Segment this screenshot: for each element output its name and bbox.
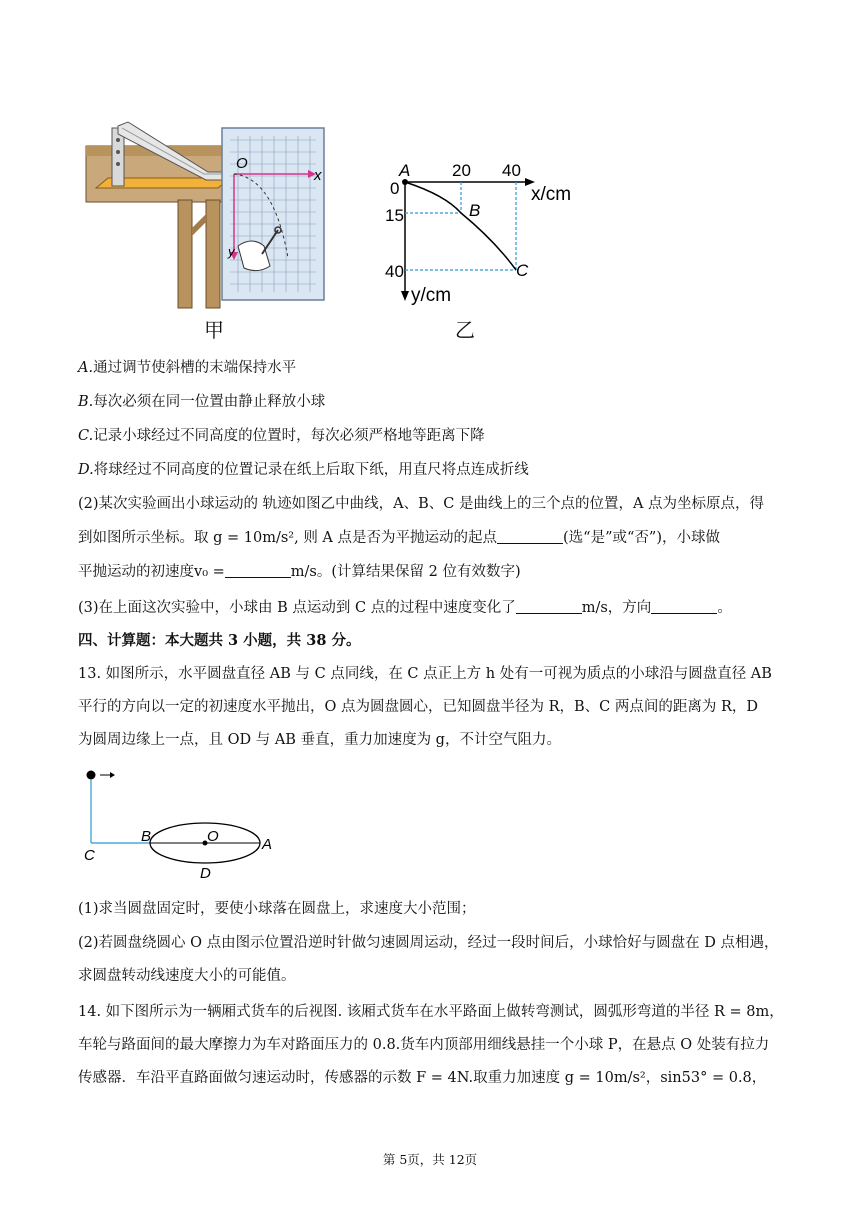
fig13-b-label: B xyxy=(141,828,152,845)
p14-line2: 车轮与路面间的最大摩擦力为车对路面压力的 0.8.货车内顶部用细线悬挂一个小球 P，在悬点 O 处装有拉力 xyxy=(78,1037,770,1053)
figure-13 xyxy=(78,764,288,882)
jia-y-label: y xyxy=(228,244,235,259)
answer-blank xyxy=(225,563,291,578)
p13-sub2-line1: (2)若圆盘绕圆心 O 点由图示位置沿逆时针做匀速圆周运动，经过一段时间后，小球恰好与圆盘在 D 点相遇， xyxy=(78,935,779,951)
fig13-c-label: C xyxy=(84,847,95,864)
x-tick-20: 20 xyxy=(452,161,471,180)
p13-line1: 13. 如图所示，水平圆盘直径 AB 与 C 点同线，在 C 点正上方 h 处有一可视为质点的小球沿与圆盘直径 AB xyxy=(78,666,772,682)
fig13-o-label: O xyxy=(207,828,219,845)
y-tick-15: 15 xyxy=(385,206,404,225)
p13-line2: 平行的方向以一定的初速度水平抛出，O 点为圆盘圆心，已知圆盘半径为 R，B、C 两点间的距离为 R，D xyxy=(78,699,759,715)
option-c: C.记录小球经过不同高度的位置时，每次必须严格地等距离下降 xyxy=(78,428,485,444)
grid-board xyxy=(222,128,324,300)
p13-sub2-line2: 求圆盘转动线速度大小的可能值。 xyxy=(78,968,296,984)
answer-blank xyxy=(516,599,582,614)
p13-sub1: (1)求当圆盘固定时，要使小球落在圆盘上，求速度大小范围； xyxy=(78,901,476,917)
y-tick-0: 0 xyxy=(390,179,400,198)
figure-yi-caption: 乙 xyxy=(455,318,475,342)
point-b-label: B xyxy=(469,201,481,220)
fig13-d-label: D xyxy=(200,865,211,882)
y-axis-label: y/cm xyxy=(411,285,452,306)
figure-yi xyxy=(385,155,600,310)
x-axis-label: x/cm xyxy=(531,184,572,205)
q2-line2: 到如图所示坐标。取 g = 10m/s², 则 A 点是否为平抛运动的起点 (选“是”或“否”)，小球做 xyxy=(78,530,720,546)
point-a-label: A xyxy=(399,161,411,180)
y-tick-40: 40 xyxy=(385,262,404,281)
option-d: D.将球经过不同高度的位置记录在纸上后取下纸，用直尺将点连成折线 xyxy=(78,462,529,478)
answer-blank xyxy=(497,529,563,544)
ball-dot xyxy=(87,771,96,780)
q2-line3: 平抛运动的初速度v₀ = m/s。(计算结果保留 2 位有效数字) xyxy=(78,564,521,580)
p14-line3: 传感器．车沿平直路面做匀速运动时，传感器的示数 F = 4N.取重力加速度 g = 10m/s²，sin53° = 0.8， xyxy=(78,1070,767,1086)
jia-origin-label: O xyxy=(236,155,248,172)
option-a: A.通过调节使斜槽的末端保持水平 xyxy=(78,360,297,376)
page-footer: 第 5页，共 12页 xyxy=(382,1152,478,1167)
x-tick-40: 40 xyxy=(502,161,521,180)
option-b: B.每次必须在同一位置由静止释放小球 xyxy=(78,394,326,410)
p14-line1: 14. 如下图所示为一辆厢式货车的后视图. 该厢式货车在水平路面上做转弯测试，圆弧形弯道的半径 R = 8m， xyxy=(78,1004,784,1020)
answer-blank xyxy=(651,599,717,614)
q3-line: (3)在上面这次实验中，小球由 B 点运动到 C 点的过程中速度变化了 m/s，方向 。 xyxy=(78,600,732,616)
point-c-label: C xyxy=(516,261,529,280)
section-title: 四、计算题：本大题共 3 小题，共 38 分。 xyxy=(78,632,361,649)
trajectory-curve xyxy=(405,182,516,270)
figure-jia xyxy=(78,118,338,318)
table-drawing xyxy=(86,146,228,308)
q2-line1: (2)某次实验画出小球运动的 轨迹如图乙中曲线，A、B、C 是曲线上的三个点的位置，A 点为坐标原点，得 xyxy=(78,496,765,512)
fig13-a-label: A xyxy=(262,836,273,853)
figure-jia-caption: 甲 xyxy=(204,318,224,342)
jia-x-label: x xyxy=(314,167,322,184)
p13-line3: 为圆周边缘上一点，且 OD 与 AB 垂直，重力加速度为 g，不计空气阻力。 xyxy=(78,732,561,748)
